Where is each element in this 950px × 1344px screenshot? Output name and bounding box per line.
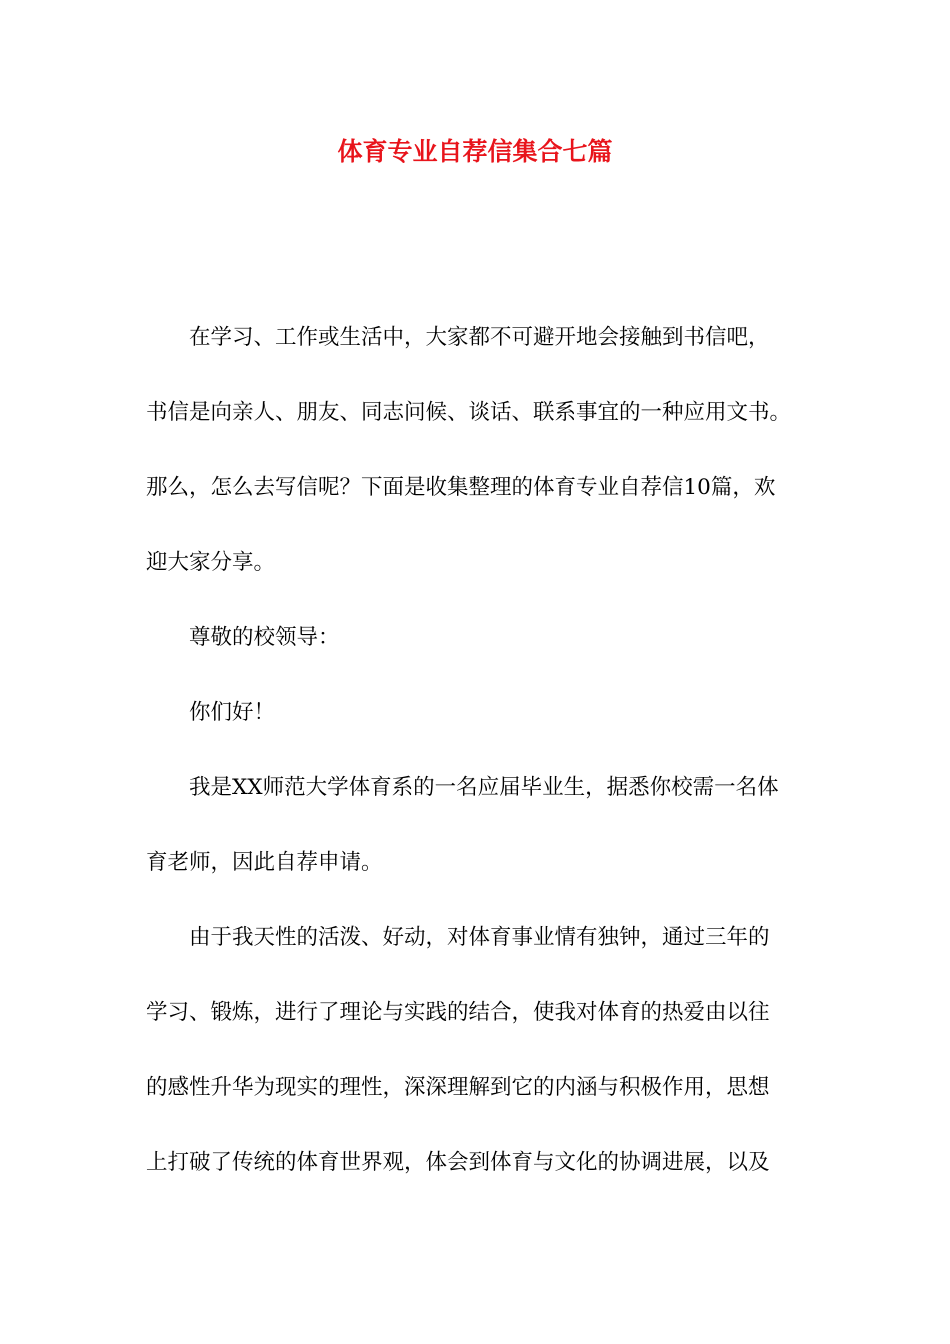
body-line: 书信是向亲人、朋友、同志问候、谈话、联系事宜的一种应用文书。 — [146, 400, 792, 425]
body-line: 上打破了传统的体育世界观，体会到体育与文化的协调进展，以及 — [146, 1150, 770, 1175]
salutation-line: 尊敬的校领导： — [189, 625, 340, 650]
body-line: 那么，怎么去写信呢？下面是收集整理的体育专业自荐信10篇，欢 — [146, 475, 776, 500]
greeting-line: 你们好！ — [189, 700, 276, 725]
body-line: 迎大家分享。 — [146, 550, 276, 575]
body-line: 我是XX师范大学体育系的一名应届毕业生，据悉你校需一名体 — [189, 775, 779, 800]
document-title: 体育专业自荐信集合七篇 — [337, 137, 613, 166]
body-line: 育老师，因此自荐申请。 — [146, 850, 383, 875]
document-body — [146, 318, 812, 1218]
body-line: 学习、锻炼，进行了理论与实践的结合，使我对体育的热爱由以往 — [146, 1000, 770, 1025]
body-line: 在学习、工作或生活中，大家都不可避开地会接触到书信吧， — [189, 325, 770, 350]
body-line: 的感性升华为现实的理性，深深理解到它的内涵与积极作用，思想 — [146, 1075, 770, 1100]
body-line: 由于我天性的活泼、好动，对体育事业情有独钟，通过三年的 — [189, 925, 770, 950]
